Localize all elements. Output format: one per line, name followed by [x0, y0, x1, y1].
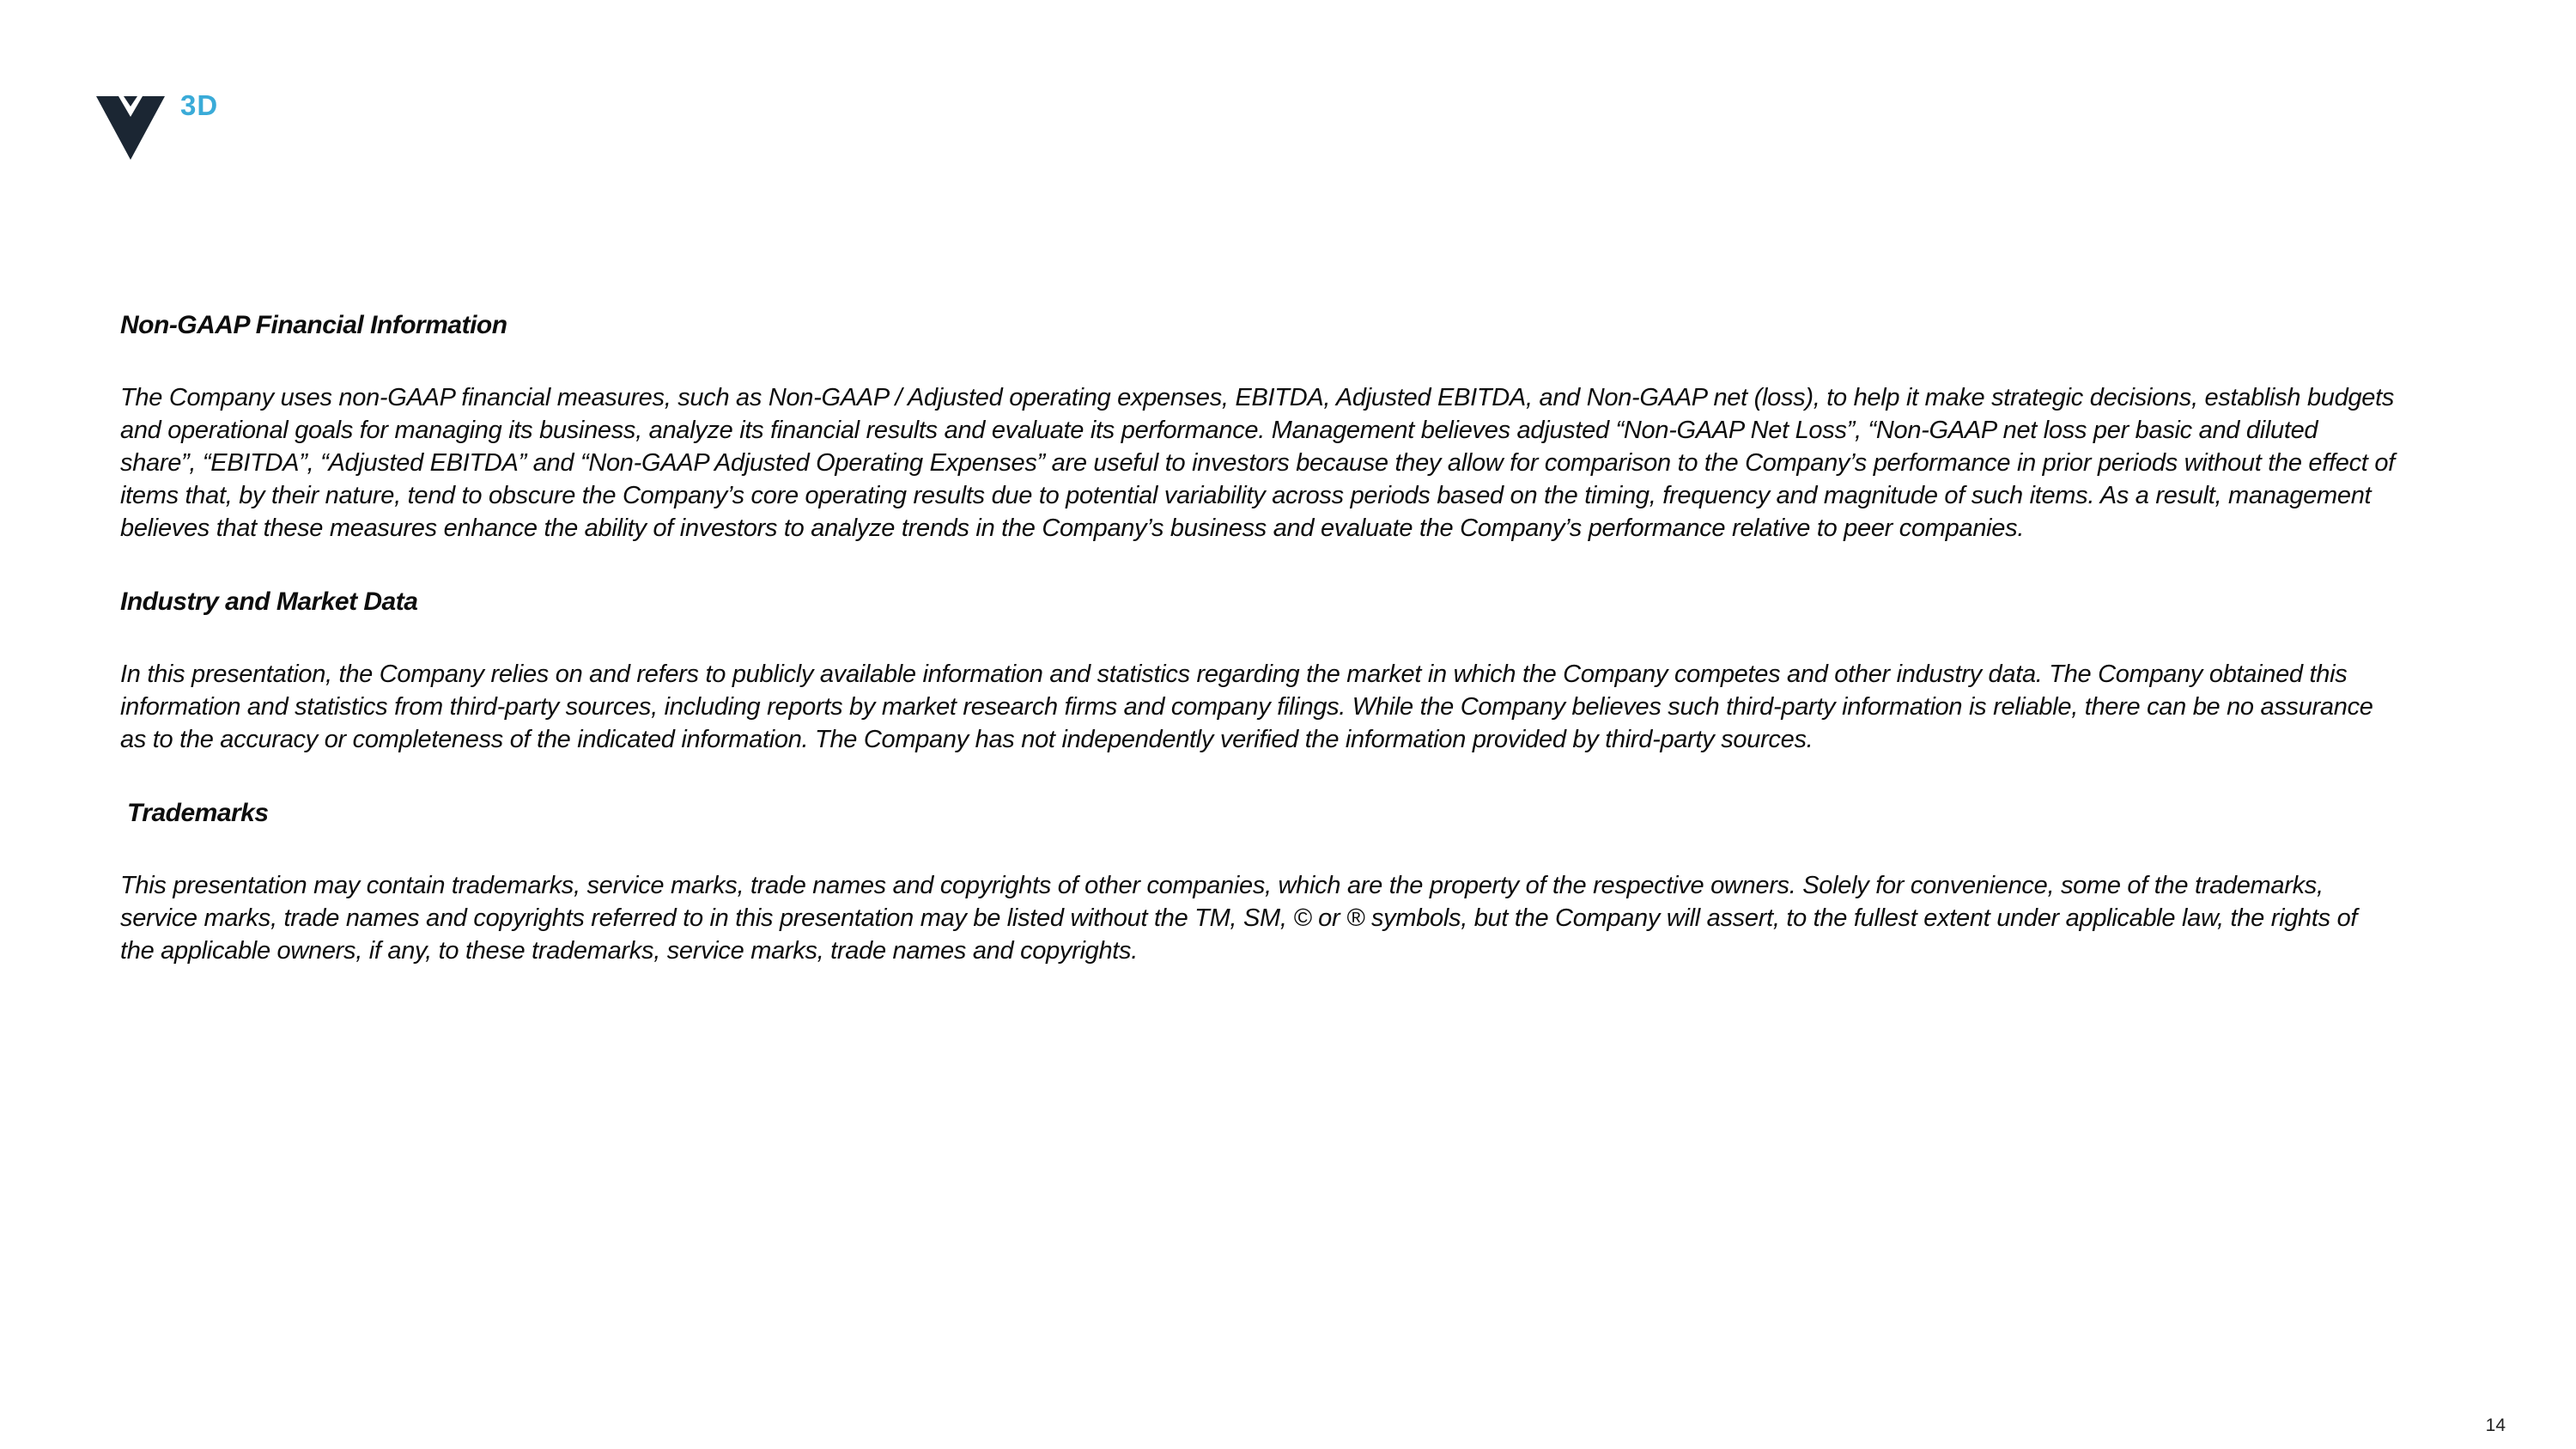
section-body-trademarks: This presentation may contain trademarks, service marks, trade names and copyrights of other companies, which are the property of the respective owners. Solely for convenience, some of the trademarks, service marks, trade names and copyrights referred to in this presentation may be listed without the TM, SM, © or ® symbols, but the Company will assert, to the fullest extent under applicable law, the rights of the applicable owners, if any, to these trademarks, service marks, trade names and copyrights. — [120, 872, 2358, 965]
page-number: 14 — [2485, 1416, 2506, 1435]
section-heading-non-gaap: Non-GAAP Financial Information — [120, 311, 507, 339]
disclaimer-content — [120, 309, 2396, 1008]
v-triangle-logo-icon — [96, 96, 165, 160]
section-heading-industry-data: Industry and Market Data — [120, 588, 418, 616]
section-body-industry-data: In this presentation, the Company relies on and refers to publicly available information and statistics regarding the market in which the Company competes and other industry data. The Company obtained this information and statistics from third-party sources, including reports by market research firms and company filings. While the Company believes such third-party information is reliable, there can be no assurance as to the accuracy or completeness of the indicated information. The Company has not independently verified the information provided by third-party sources. — [120, 661, 2373, 753]
company-logo — [96, 89, 234, 167]
section-body-non-gaap: The Company uses non-GAAP financial measures, such as Non-GAAP / Adjusted operating expenses, EBITDA, Adjusted EBITDA, and Non-GAAP net (loss), to help it make strategic decisions, establish budgets and operational goals for managing its business, analyze its financial results and evaluate its performance. Management believes adjusted “Non-GAAP Net Loss”, “Non-GAAP net loss per basic and diluted share”, “EBITDA”, “Adjusted EBITDA” and “Non-GAAP Adjusted Operating Expenses” are useful to investors because they allow for comparison to the Company’s performance in prior periods without the effect of items that, by their nature, tend to obscure the Company’s core operating results due to potential variability across periods based on the timing, frequency and magnitude of such items. As a result, management believes that these measures enhance the ability of investors to analyze trends in the Company’s business and evaluate the Company’s performance relative to peer companies. — [120, 384, 2395, 542]
logo-text: 3D — [180, 89, 219, 121]
section-heading-trademarks: Trademarks — [127, 799, 269, 827]
